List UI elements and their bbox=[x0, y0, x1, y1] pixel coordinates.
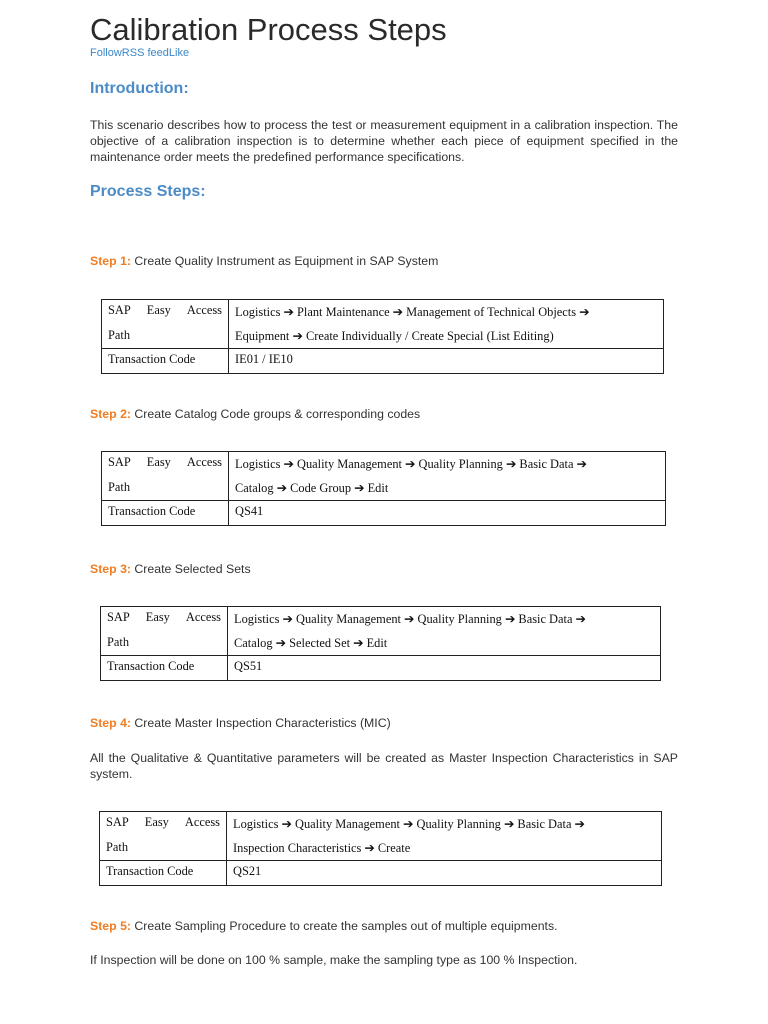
transaction-code-label: Transaction Code bbox=[101, 656, 228, 681]
menu-path-line: Logistics ➔ Plant Maintenance ➔ Management of Technical Objects ➔ bbox=[235, 305, 590, 319]
transaction-code-value: QS41 bbox=[229, 501, 666, 526]
sap-easy-access-path-label: SAP Easy Access Path bbox=[102, 300, 229, 349]
step-1-table bbox=[101, 299, 664, 374]
step-1-label: Step 1: bbox=[90, 254, 131, 268]
sap-easy-access-path-label: SAP Easy Access Path bbox=[102, 452, 229, 501]
introduction-text: This scenario describes how to process the test or measurement equipment in a calibration inspection. The objective of a calibration inspection is to determine whether each piece of equipment specified in the maintenance order meets the predefined performance specifications. bbox=[90, 118, 678, 164]
step-2 bbox=[90, 407, 420, 421]
step-1 bbox=[90, 254, 438, 268]
sap-easy-access-path-label: SAP Easy Access Path bbox=[100, 812, 227, 861]
step-5-text: Create Sampling Procedure to create the samples out of multiple equipments. bbox=[134, 919, 558, 933]
step-5 bbox=[90, 919, 558, 933]
step-2-table bbox=[101, 451, 666, 526]
step-4-text: Create Master Inspection Characteristics (MIC) bbox=[134, 716, 391, 730]
menu-path-line: Catalog ➔ Selected Set ➔ Edit bbox=[234, 636, 388, 650]
menu-path-line: Inspection Characteristics ➔ Create bbox=[233, 841, 411, 855]
step-5-label: Step 5: bbox=[90, 919, 131, 933]
step-3-label: Step 3: bbox=[90, 562, 131, 576]
step-3 bbox=[90, 562, 251, 576]
step-2-text: Create Catalog Code groups & corresponding codes bbox=[134, 407, 421, 421]
rss-feed-link[interactable]: RSS feed bbox=[121, 47, 169, 59]
page-title: Calibration Process Steps bbox=[90, 12, 447, 47]
step-3-text: Create Selected Sets bbox=[134, 562, 251, 576]
sap-easy-access-path-label: SAP Easy Access Path bbox=[101, 607, 228, 656]
menu-path-line: Logistics ➔ Quality Management ➔ Quality Planning ➔ Basic Data ➔ bbox=[234, 612, 586, 626]
menu-path-cell bbox=[228, 607, 661, 656]
transaction-code-label: Transaction Code bbox=[102, 501, 229, 526]
step-4 bbox=[90, 716, 391, 730]
step-4-table bbox=[99, 811, 662, 886]
transaction-code-value: IE01 / IE10 bbox=[229, 349, 664, 374]
transaction-code-value: QS51 bbox=[228, 656, 661, 681]
menu-path-line: Catalog ➔ Code Group ➔ Edit bbox=[235, 481, 389, 495]
step-4-note: All the Qualitative & Quantitative parameters will be created as Master Inspection Characteristics in SAP system. bbox=[90, 751, 678, 781]
social-links bbox=[90, 47, 189, 59]
menu-path-line: Equipment ➔ Create Individually / Create Special (List Editing) bbox=[235, 329, 554, 343]
menu-path-cell bbox=[229, 452, 666, 501]
step-2-label: Step 2: bbox=[90, 407, 131, 421]
step-5-note: If Inspection will be done on 100 % sample, make the sampling type as 100 % Inspection. bbox=[90, 953, 578, 967]
menu-path-cell bbox=[229, 300, 664, 349]
transaction-code-label: Transaction Code bbox=[100, 861, 227, 886]
introduction-heading: Introduction: bbox=[90, 80, 189, 97]
like-link[interactable]: Like bbox=[168, 47, 190, 59]
menu-path-line: Logistics ➔ Quality Management ➔ Quality Planning ➔ Basic Data ➔ bbox=[233, 817, 585, 831]
menu-path-line: Logistics ➔ Quality Management ➔ Quality Planning ➔ Basic Data ➔ bbox=[235, 457, 587, 471]
transaction-code-label: Transaction Code bbox=[102, 349, 229, 374]
step-1-text: Create Quality Instrument as Equipment in SAP System bbox=[134, 254, 439, 268]
transaction-code-value: QS21 bbox=[227, 861, 662, 886]
follow-link[interactable]: Follow bbox=[90, 47, 122, 59]
step-4-label: Step 4: bbox=[90, 716, 131, 730]
step-3-table bbox=[100, 606, 661, 681]
process-steps-heading: Process Steps: bbox=[90, 183, 206, 200]
menu-path-cell bbox=[227, 812, 662, 861]
